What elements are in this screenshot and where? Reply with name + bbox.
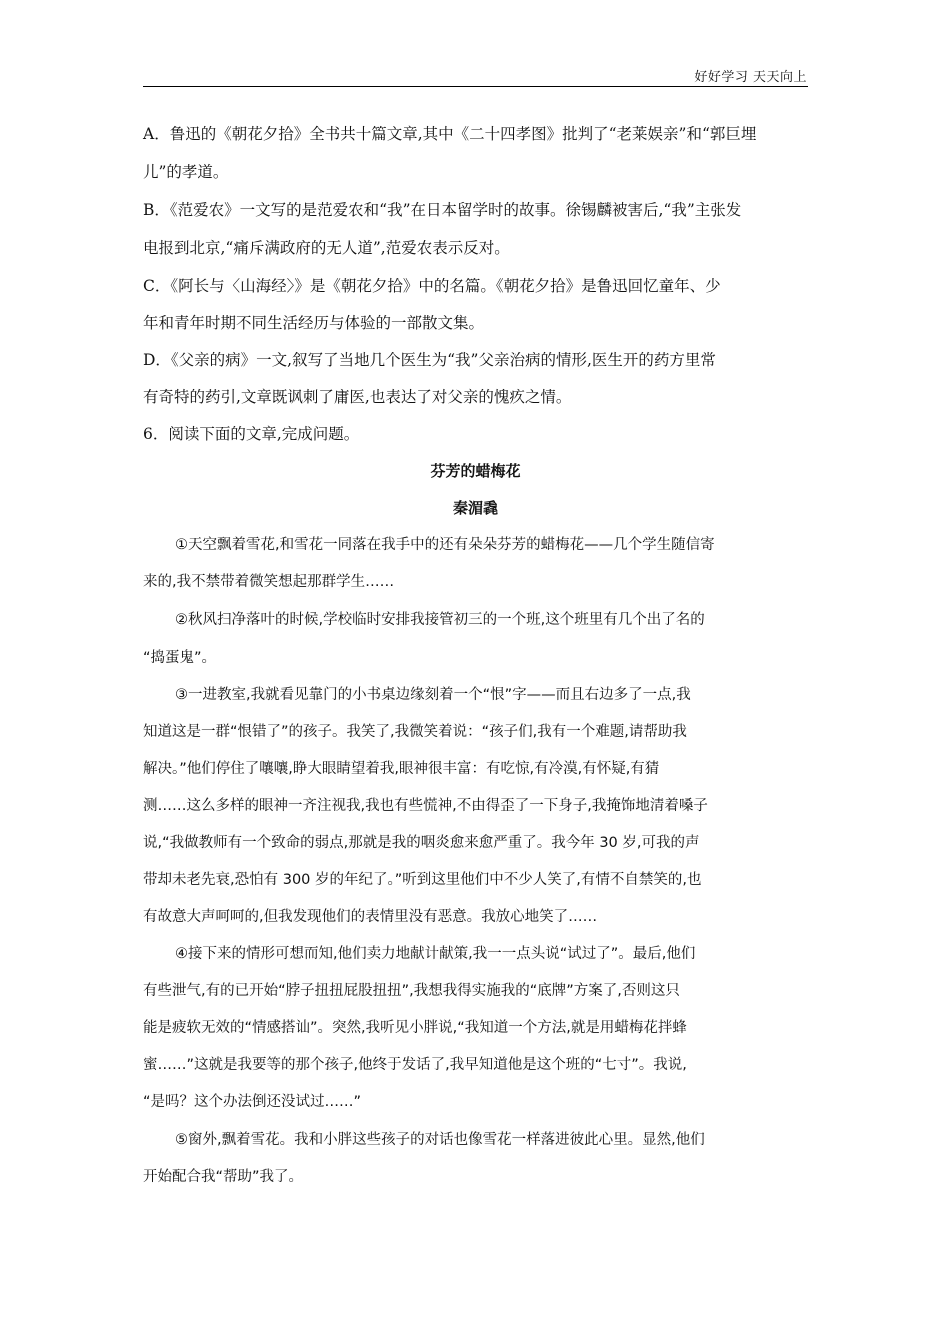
option-a-line-1: A．鲁迅的《朝花夕拾》全书共十篇文章,其中《二十四孝图》批判了“老莱娱亲”和“郭巨埋 <box>143 125 757 143</box>
paragraph-2-line-1: ②秋风扫净落叶的时候,学校临时安排我接管初三的一个班,这个班里有几个出了名的 <box>175 612 705 628</box>
paragraph-3-line-1: ③一进教室,我就看见靠门的小书桌边缘刻着一个“恨”字——而且右边多了一点,我 <box>175 687 691 703</box>
option-a-line-2: 儿”的孝道。 <box>143 163 229 181</box>
paragraph-3-line-2: 知道这是一群“恨错了”的孩子。我笑了,我微笑着说：“孩子们,我有一个难题,请帮助我 <box>143 724 687 740</box>
article-author: 秦湄毳 <box>452 499 498 517</box>
paragraph-1-line-1: ①天空飘着雪花,和雪花一同落在我手中的还有朵朵芬芳的蜡梅花——几个学生随信寄 <box>175 537 715 553</box>
paragraph-4-line-1: ④接下来的情形可想而知,他们卖力地献计献策,我一一点头说“试过了”。最后,他们 <box>175 946 696 962</box>
paragraph-3-line-5: 说,“我做教师有一个致命的弱点,那就是我的咽炎愈来愈严重了。我今年 30 岁,可我的声 <box>143 835 700 851</box>
question-6-prompt: 6．阅读下面的文章,完成问题。 <box>143 425 360 443</box>
option-b-line-1: B．《范爱农》一文写的是范爱农和“我”在日本留学时的故事。徐锡麟被害后,“我”主张发 <box>143 201 742 219</box>
paragraph-4-line-3: 能是疲软无效的“情感搭讪”。突然,我听见小胖说,“我知道一个方法,就是用蜡梅花拌蜂 <box>143 1020 687 1036</box>
paragraph-4-line-4: 蜜……”这就是我要等的那个孩子,他终于发话了,我早知道他是这个班的“七寸”。我说, <box>143 1057 687 1073</box>
paragraph-3-line-6: 带却未老先衰,恐怕有 300 岁的年纪了。”听到这里他们中不少人笑了,有情不自禁笑的,也 <box>143 872 702 888</box>
option-d-line-2: 有奇特的药引,文章既讽刺了庸医,也表达了对父亲的愧疚之情。 <box>143 388 572 406</box>
option-c-line-1: C．《阿长与〈山海经〉》是《朝花夕拾》中的名篇。《朝花夕拾》是鲁迅回忆童年、少 <box>143 277 721 295</box>
paragraph-3-line-7: 有故意大声呵呵的,但我发现他们的表情里没有恶意。我放心地笑了…… <box>143 909 598 925</box>
option-d-line-1: D．《父亲的病》一文,叙写了当地几个医生为“我”父亲治病的情形,医生开的药方里常 <box>143 351 716 369</box>
paragraph-1-line-2: 来的,我不禁带着微笑想起那群学生…… <box>143 574 395 590</box>
paragraph-5-line-2: 开始配合我“帮助”我了。 <box>143 1169 304 1185</box>
article-title: 芬芳的蜡梅花 <box>430 462 521 480</box>
paragraph-4-line-2: 有些泄气,有的已开始“脖子扭扭屁股扭扭”,我想我得实施我的“底牌”方案了,否则这只 <box>143 983 680 999</box>
page-header-slogan: 好好学习 天天向上 <box>694 70 807 85</box>
option-b-line-2: 电报到北京,“痛斥满政府的无人道”,范爱农表示反对。 <box>143 239 510 257</box>
header-divider <box>143 86 808 87</box>
paragraph-4-line-5: “是吗？这个办法倒还没试过……” <box>143 1094 362 1110</box>
paragraph-5-line-1: ⑤窗外,飘着雪花。我和小胖这些孩子的对话也像雪花一样落进彼此心里。显然,他们 <box>175 1132 705 1148</box>
paragraph-3-line-3: 解决。”他们停住了嚷嚷,睁大眼睛望着我,眼神很丰富：有吃惊,有冷漠,有怀疑,有猜 <box>143 761 660 777</box>
option-c-line-2: 年和青年时期不同生活经历与体验的一部散文集。 <box>143 314 485 332</box>
paragraph-3-line-4: 测……这么多样的眼神一齐注视我,我也有些慌神,不由得歪了一下身子,我掩饰地清着嗓子 <box>143 798 708 814</box>
paragraph-2-line-2: “捣蛋鬼”。 <box>143 650 217 666</box>
